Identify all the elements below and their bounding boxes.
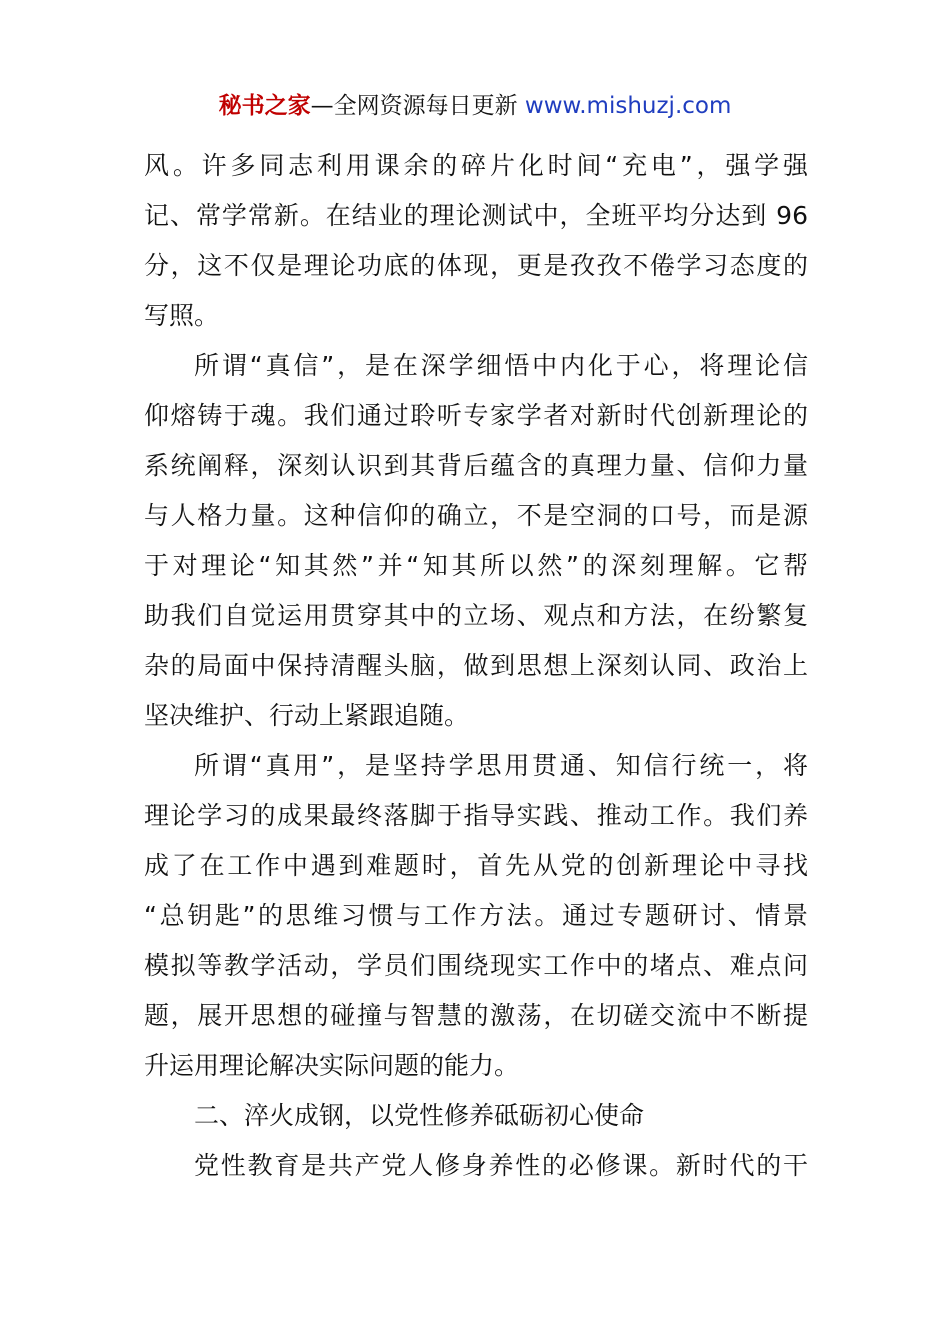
text-line: 所谓“真信”，是在深学细悟中内化于心，将理论信	[194, 351, 808, 380]
text-line: 系统阐释，深刻认识到其背后蕴含的真理力量、信仰力量	[144, 451, 808, 480]
document-body	[144, 141, 808, 1191]
text-line: 于对理论“知其然”并“知其所以然”的深刻理解。它帮	[144, 551, 808, 580]
text-line: 模拟等教学活动，学员们围绕现实工作中的堵点、难点问	[144, 951, 808, 980]
text-line: 二、淬火成钢，以党性修养砥砺初心使命	[194, 1101, 645, 1130]
text-line: 升运用理论解决实际问题的能力。	[144, 1051, 520, 1080]
text-line: 分，这不仅是理论功底的体现，更是孜孜不倦学习态度的	[144, 251, 808, 280]
text-line: 成了在工作中遇到难题时，首先从党的创新理论中寻找	[144, 851, 808, 880]
page-header	[0, 86, 950, 126]
text-line: “总钥匙”的思维习惯与工作方法。通过专题研讨、情景	[144, 901, 808, 930]
section-heading	[144, 1091, 808, 1141]
text-line: 题，展开思想的碰撞与智慧的激荡，在切磋交流中不断提	[144, 1001, 808, 1030]
text-line: 助我们自觉运用贯穿其中的立场、观点和方法，在纷繁复	[144, 601, 808, 630]
paragraph	[144, 141, 808, 341]
paragraph	[144, 1141, 808, 1191]
text-line: 理论学习的成果最终落脚于指导实践、推动工作。我们养	[144, 801, 808, 830]
text-line: 与人格力量。这种信仰的确立，不是空洞的口号，而是源	[144, 501, 808, 530]
header-brand: 秘书之家	[218, 93, 311, 119]
text-line: 风。许多同志利用课余的碎片化时间“充电”，强学强	[144, 151, 808, 180]
header-url-link[interactable]: www.mishuzj.com	[524, 93, 732, 119]
paragraph	[144, 741, 808, 1091]
text-line: 党性教育是共产党人修身养性的必修课。新时代的干	[194, 1151, 808, 1180]
text-line: 仰熔铸于魂。我们通过聆听专家学者对新时代创新理论的	[144, 401, 808, 430]
text-line: 杂的局面中保持清醒头脑，做到思想上深刻认同、政治上	[144, 651, 808, 680]
text-line: 记、常学常新。在结业的理论测试中，全班平均分达到 96	[144, 201, 808, 230]
text-line: 写照。	[144, 301, 220, 330]
paragraph	[144, 341, 808, 741]
text-line: 坚决维护、行动上紧跟追随。	[144, 701, 470, 730]
header-slogan: —全网资源每日更新	[310, 93, 525, 119]
text-line: 所谓“真用”，是坚持学思用贯通、知信行统一，将	[194, 751, 808, 780]
